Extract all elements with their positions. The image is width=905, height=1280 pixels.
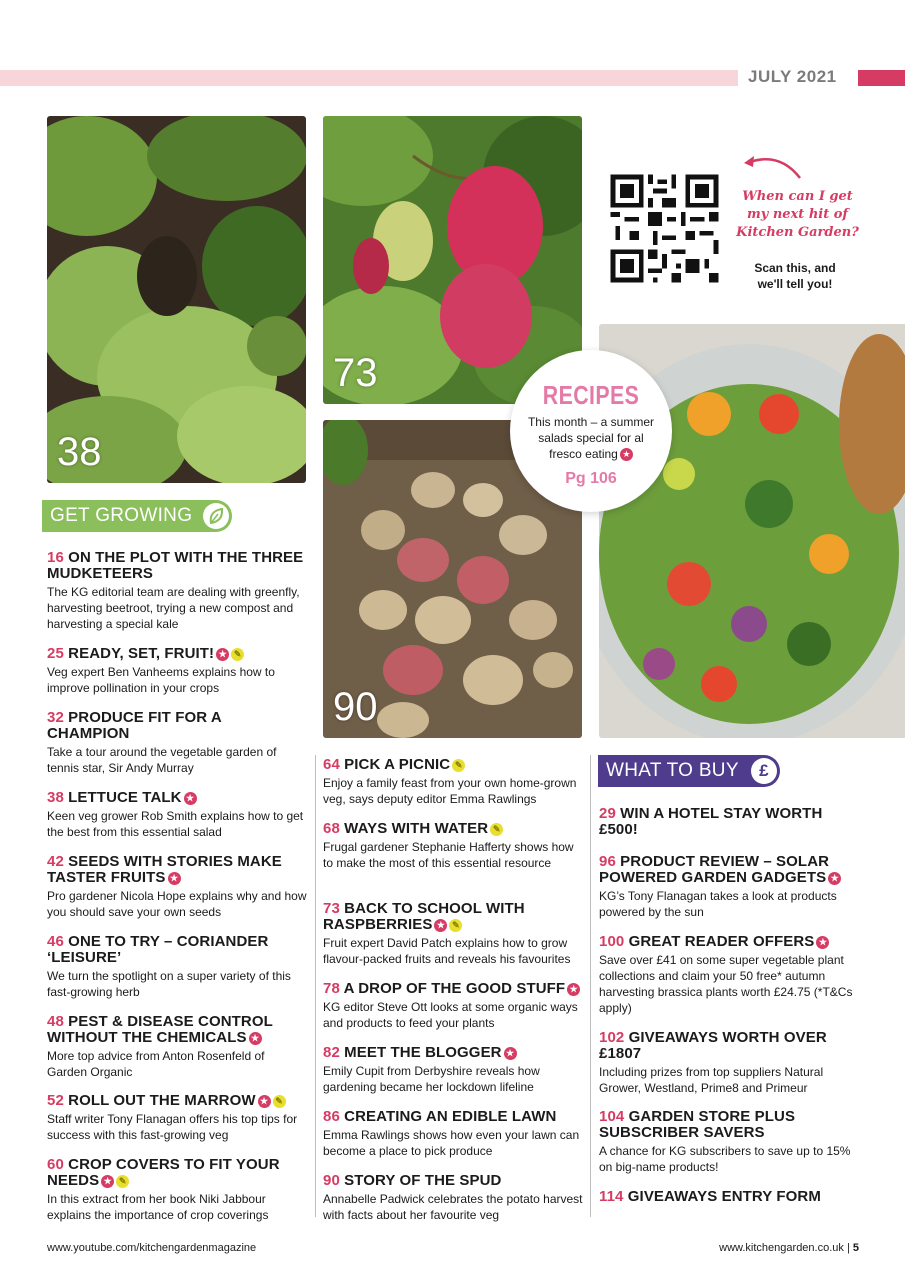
article-description: Take a tour around the vegetable garden of tennis star, Sir Andy Murray xyxy=(47,745,277,775)
article-heading: ROLL OUT THE MARROW xyxy=(68,1092,256,1109)
article-heading: PICK A PICNIC xyxy=(344,756,451,773)
star-icon: ★ xyxy=(101,1175,114,1188)
article-description: Keen veg grower Rob Smith explains how to get the best from this essential salad xyxy=(47,809,304,839)
article-description: In this extract from her book Niki Jabbour explains the importance of crop coverings xyxy=(47,1192,269,1222)
article-102[interactable] xyxy=(599,1030,864,1096)
header-accent-bar xyxy=(858,70,905,86)
column-divider xyxy=(590,755,591,1217)
article-heading: A DROP OF THE GOOD STUFF xyxy=(343,980,566,997)
star-icon: ★ xyxy=(184,792,197,805)
article-page: 96 xyxy=(599,853,616,870)
article-page: 29 xyxy=(599,805,616,822)
article-heading: PRODUCT REVIEW – SOLAR POWERED GARDEN GADGETS xyxy=(599,853,830,886)
footer-website xyxy=(719,1242,859,1254)
article-73[interactable] xyxy=(323,901,585,967)
article-68[interactable] xyxy=(323,821,585,871)
article-description: More top advice from Anton Rosenfeld of Garden Organic xyxy=(47,1049,265,1079)
article-title xyxy=(47,854,307,886)
article-title xyxy=(323,1109,585,1125)
article-heading: PEST & DISEASE CONTROL WITHOUT THE CHEMICALS xyxy=(47,1013,273,1046)
article-heading: CROP COVERS TO FIT YOUR NEEDS xyxy=(47,1156,280,1189)
article-page: 78 xyxy=(323,980,340,997)
article-title xyxy=(323,1173,585,1189)
qr-prompt: When can I get my next hit of Kitchen Garden? xyxy=(736,189,859,240)
article-title xyxy=(323,981,585,997)
article-page: 104 xyxy=(599,1108,625,1125)
article-description: A chance for KG subscribers to save up to 15% on big-name products! xyxy=(599,1144,851,1174)
page-number-38: 38 xyxy=(57,430,102,474)
article-page: 114 xyxy=(599,1188,624,1205)
article-title xyxy=(599,1189,864,1205)
lettuce-photo[interactable] xyxy=(47,116,306,483)
article-page: 86 xyxy=(323,1108,340,1125)
article-page: 73 xyxy=(323,900,340,917)
star-icon: ★ xyxy=(828,872,841,885)
article-heading: MEET THE BLOGGER xyxy=(344,1044,502,1061)
article-title xyxy=(599,1109,864,1141)
article-description: Emma Rawlings shows how even your lawn can become a place to pick produce xyxy=(323,1128,580,1158)
article-page: 52 xyxy=(47,1092,64,1109)
article-60[interactable] xyxy=(47,1157,307,1223)
article-description: Annabelle Padwick celebrates the potato harvest with facts about her favourite veg xyxy=(323,1192,583,1222)
article-heading: READY, SET, FRUIT! xyxy=(68,645,215,662)
article-heading: BACK TO SCHOOL WITH RASPBERRIES xyxy=(323,900,525,933)
article-heading: WIN A HOTEL STAY WORTH £500! xyxy=(599,805,823,838)
article-description: Emily Cupit from Derbyshire reveals how gardening became her lockdown lifeline xyxy=(323,1064,540,1094)
article-heading: GIVEAWAYS ENTRY FORM xyxy=(627,1188,821,1205)
article-page: 64 xyxy=(323,756,340,773)
article-title xyxy=(323,901,585,933)
star-icon: ★ xyxy=(620,448,633,461)
article-description: Frugal gardener Stephanie Hafferty shows how to make the most of this essential resource xyxy=(323,840,574,870)
article-heading: PRODUCE FIT FOR A CHAMPION xyxy=(47,709,222,742)
section-get-growing xyxy=(42,500,232,532)
leaf-icon xyxy=(203,503,229,529)
curved-arrow-icon xyxy=(740,152,804,182)
star-icon: ★ xyxy=(168,872,181,885)
article-page: 82 xyxy=(323,1044,340,1061)
article-48[interactable] xyxy=(47,1014,307,1080)
article-29[interactable] xyxy=(599,806,864,838)
article-heading: LETTUCE TALK xyxy=(68,789,182,806)
article-description: Fruit expert David Patch explains how to grow flavour-packed fruits and reveals his favourites xyxy=(323,936,571,966)
article-heading: GIVEAWAYS WORTH OVER £1807 xyxy=(599,1029,827,1062)
article-page: 16 xyxy=(47,549,64,566)
article-description: Enjoy a family feast from your own home-grown veg, says deputy editor Emma Rawlings xyxy=(323,776,577,806)
article-title xyxy=(47,710,307,742)
article-heading: ON THE PLOT WITH THE THREE MUDKETEERS xyxy=(47,549,304,582)
article-86[interactable] xyxy=(323,1109,585,1159)
article-title xyxy=(323,821,585,837)
article-title xyxy=(323,757,585,773)
article-52[interactable] xyxy=(47,1093,307,1143)
article-description: The KG editorial team are dealing with greenfly, harvesting beetroot, trying a new compost and harvesting a special kale xyxy=(47,585,300,631)
article-description: KG editor Steve Ott looks at some organic ways and products to feed your plants xyxy=(323,1000,578,1030)
column-divider xyxy=(315,755,316,1217)
page-number-90: 90 xyxy=(333,685,378,729)
article-page: 46 xyxy=(47,933,64,950)
article-description: KG’s Tony Flanagan takes a look at products powered by the sun xyxy=(599,889,837,919)
article-title xyxy=(47,550,307,582)
article-heading: STORY OF THE SPUD xyxy=(344,1172,502,1189)
article-title xyxy=(599,854,864,886)
article-description: Including prizes from top suppliers Natural Grower, Westland, Prime8 and Primeur xyxy=(599,1065,824,1095)
article-64[interactable] xyxy=(323,757,585,807)
star-icon: ★ xyxy=(249,1032,262,1045)
article-38[interactable] xyxy=(47,790,307,840)
article-100[interactable] xyxy=(599,934,864,1016)
header-strip xyxy=(0,70,738,86)
recipes-page-ref: Pg 106 xyxy=(565,470,617,487)
article-page: 42 xyxy=(47,853,64,870)
article-page: 68 xyxy=(323,820,340,837)
qr-instruction: Scan this, and we'll tell you! xyxy=(754,261,836,291)
article-page: 90 xyxy=(323,1172,340,1189)
article-description: Pro gardener Nicola Hope explains why and how you should save your own seeds xyxy=(47,889,307,919)
leaf-icon: ✎ xyxy=(452,759,465,772)
article-heading: ONE TO TRY – CORIANDER ‘LEISURE’ xyxy=(47,933,269,966)
leaf-icon: ✎ xyxy=(231,648,244,661)
article-description: We turn the spotlight on a super variety of this fast-growing herb xyxy=(47,969,291,999)
recipes-description xyxy=(524,414,658,462)
article-46[interactable] xyxy=(47,934,307,1000)
article-16[interactable] xyxy=(47,550,307,632)
lettuce-image xyxy=(47,116,306,483)
leaf-icon: ✎ xyxy=(273,1095,286,1108)
star-icon: ★ xyxy=(258,1095,271,1108)
article-96[interactable] xyxy=(599,854,864,920)
article-description: Veg expert Ben Vanheems explains how to improve pollination in your crops xyxy=(47,665,275,695)
article-page: 38 xyxy=(47,789,64,806)
article-title xyxy=(47,1014,307,1046)
recipes-title: RECIPES xyxy=(542,380,640,410)
footer-youtube-link[interactable]: www.youtube.com/kitchengardenmagazine xyxy=(47,1242,257,1254)
pound-icon: £ xyxy=(751,758,777,784)
article-page: 102 xyxy=(599,1029,625,1046)
star-icon: ★ xyxy=(567,983,580,996)
article-104[interactable] xyxy=(599,1109,864,1175)
article-description: Staff writer Tony Flanagan offers his top tips for success with this fast-growing veg xyxy=(47,1112,298,1142)
article-25[interactable] xyxy=(47,646,307,696)
article-heading: WAYS WITH WATER xyxy=(344,820,489,837)
article-title xyxy=(599,934,864,950)
article-90[interactable] xyxy=(323,1173,585,1223)
article-82[interactable] xyxy=(323,1045,585,1095)
article-page: 100 xyxy=(599,933,625,950)
recipes-text: This month – a summer salads special for al fresco eating xyxy=(527,415,655,461)
article-114[interactable] xyxy=(599,1189,864,1205)
page-number-73: 73 xyxy=(333,351,378,395)
star-icon: ★ xyxy=(434,919,447,932)
article-heading: CREATING AN EDIBLE LAWN xyxy=(344,1108,557,1125)
article-title xyxy=(323,1045,585,1061)
recipes-badge[interactable] xyxy=(510,350,672,512)
article-title xyxy=(599,806,864,838)
article-32[interactable] xyxy=(47,710,307,776)
article-title xyxy=(47,646,307,662)
leaf-icon: ✎ xyxy=(449,919,462,932)
raspberry-photo[interactable] xyxy=(323,116,582,404)
article-title xyxy=(47,1093,307,1109)
star-icon: ★ xyxy=(504,1047,517,1060)
article-page: 25 xyxy=(47,645,64,662)
article-title xyxy=(599,1030,864,1062)
article-heading: SEEDS WITH STORIES MAKE TASTER FRUITS xyxy=(47,853,282,886)
article-78[interactable] xyxy=(323,981,585,1031)
leaf-icon: ✎ xyxy=(490,823,503,836)
article-title xyxy=(47,790,307,806)
section-what-to-buy xyxy=(598,755,780,787)
article-page: 48 xyxy=(47,1013,64,1030)
footer-website-link[interactable]: www.kitchengarden.co.uk | xyxy=(719,1242,850,1254)
issue-date: JULY 2021 xyxy=(748,67,837,86)
qr-code[interactable] xyxy=(606,170,723,287)
article-title xyxy=(47,934,307,966)
article-page: 32 xyxy=(47,709,64,726)
leaf-icon: ✎ xyxy=(116,1175,129,1188)
section-label: WHAT TO BUY xyxy=(606,760,739,781)
article-heading: GARDEN STORE PLUS SUBSCRIBER SAVERS xyxy=(599,1108,796,1141)
article-42[interactable] xyxy=(47,854,307,920)
article-title xyxy=(47,1157,307,1189)
page-number: 5 xyxy=(852,1242,859,1254)
article-heading: GREAT READER OFFERS xyxy=(628,933,815,950)
article-description: Save over £41 on some super vegetable plant collections and claim your 50 free* autumn harvesting brassica plants worth £24.75 (*T&Cs apply) xyxy=(599,953,853,1015)
article-page: 60 xyxy=(47,1156,64,1173)
star-icon: ★ xyxy=(216,648,229,661)
section-label: GET GROWING xyxy=(50,505,193,526)
star-icon: ★ xyxy=(816,936,829,949)
